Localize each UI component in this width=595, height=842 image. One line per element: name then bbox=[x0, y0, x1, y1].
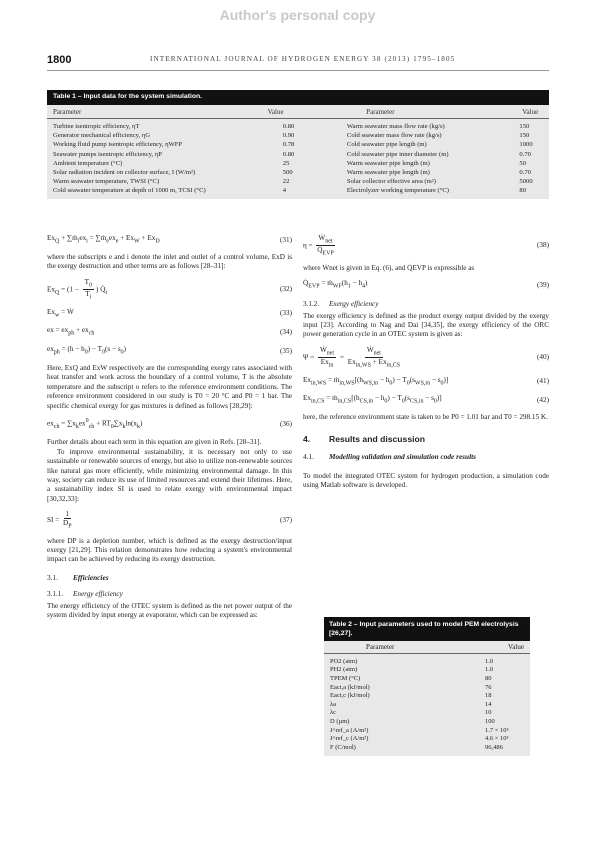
table-cell: 96,486 bbox=[485, 743, 503, 751]
table-cell: Eact,a (kJ/mol) bbox=[330, 683, 370, 691]
table-cell: D (µm) bbox=[330, 717, 350, 725]
section-title: Efficiencies bbox=[73, 572, 109, 582]
equation-37 bbox=[47, 510, 292, 530]
table-row bbox=[324, 666, 530, 675]
equation-39 bbox=[303, 279, 549, 292]
table-cell: Ambient temperature (°C) bbox=[53, 159, 123, 167]
section-title: Results and discussion bbox=[329, 433, 425, 444]
table-2-header bbox=[324, 641, 530, 654]
table-row bbox=[324, 717, 530, 726]
table-2-title: Table 2 – Input parameters used to model PEM electrolysis [26,27]. bbox=[324, 617, 530, 641]
table-cell: Eact,c (kJ/mol) bbox=[330, 692, 370, 700]
table-cell: PO2 (atm) bbox=[330, 657, 358, 665]
equation-text: $Ex_{in,WS}$ = $ṁ_{in,WS}[(h_{WS,in} - h_0) - T_0(s_{WS,in} - s_0)]$ bbox=[303, 375, 449, 387]
table-cell: 150 bbox=[519, 132, 530, 140]
equation-31 bbox=[47, 234, 292, 247]
header-rule bbox=[47, 70, 549, 71]
equation-36 bbox=[47, 417, 292, 432]
table-cell: 22 bbox=[282, 178, 290, 186]
section-4-1-heading bbox=[303, 452, 549, 461]
paragraph: where Ẇnet is given in Eq. (6), and Q̇EVP is expressible as bbox=[303, 263, 475, 272]
paragraph: To improve environmental sustainability, it is necessary not only to use sustainable or renewable sources of energy, but also to utilize non-renewable sources like natural gas more efficiently, while minimizing environmental damage. In this way, society can reduce its use of limited resources and extend their lifetimes. Here, a sustainability index SI is used to relate exergy with environmental impact [30,32,33]: bbox=[47, 447, 292, 503]
equation-42 bbox=[303, 394, 549, 407]
equation-number: (33) bbox=[280, 309, 292, 318]
table-cell: Cold seawater mass flow rate (kg/s) bbox=[346, 132, 442, 140]
equation-text: $Ex_Q$ + $\sum ṁ_iex_i$ = $\sum ṁ_eex_e + Ex_W + Ex_D$ bbox=[47, 234, 160, 245]
section-title: Energy efficiency bbox=[73, 590, 123, 599]
table-cell: J^ref_c (A/m²) bbox=[330, 735, 369, 743]
journal-header: INTERNATIONAL JOURNAL OF HYDROGEN ENERGY 38 (2013) 1795–1805 bbox=[150, 55, 456, 63]
table-cell: 0.90 bbox=[282, 132, 295, 140]
equation-number: (34) bbox=[280, 328, 292, 337]
table-cell: Cold seawater pipe inner diameter (m) bbox=[346, 150, 449, 158]
table-1-body bbox=[47, 119, 549, 199]
equation-32 bbox=[47, 278, 292, 302]
table-cell: 10 bbox=[485, 709, 492, 717]
equation-number: (31) bbox=[280, 235, 292, 244]
equation-number: (37) bbox=[280, 515, 292, 524]
table-cell: 500 bbox=[282, 169, 293, 177]
equation-text: ex = $ex_{ph} + ex_{ch}$ bbox=[47, 326, 95, 337]
table-cell: Warm seawater pipe length (m) bbox=[346, 169, 430, 177]
table-row bbox=[47, 150, 549, 159]
table-row bbox=[324, 691, 530, 700]
table-cell: Seawater pumps isentropic efficiency, ηP bbox=[53, 150, 162, 158]
table-cell: Cold seawater pipe length (m) bbox=[346, 141, 427, 149]
section-title: Exergy efficiency bbox=[329, 300, 379, 309]
equation-number: (36) bbox=[280, 420, 292, 428]
table-row bbox=[47, 122, 549, 131]
table-cell: TPEM (°C) bbox=[330, 674, 361, 682]
table-cell: Warm seawater pipe length (m) bbox=[346, 159, 430, 167]
table-cell: Electrolyzer working temperature (°C) bbox=[346, 187, 449, 195]
table-1-title: Table 1 – Input data for the system simulation. bbox=[47, 90, 549, 105]
table-row bbox=[47, 131, 549, 140]
table-cell: 25 bbox=[282, 159, 290, 167]
table-1 bbox=[47, 90, 549, 199]
equation-41 bbox=[303, 376, 549, 389]
paragraph: here, the reference environment state is taken to be P0 = 1.01 bar and T0 = 298.15 K. bbox=[303, 413, 548, 422]
table-cell: Warm seawater temperature, TWSI (°C) bbox=[53, 178, 160, 186]
equation-text: Ψ = $\frac{Ẇ_{net}}{Ex_{in}}$ = $\frac{Ẇ_{net}}{Ex_{in,WS} + Ex_{in,CS}}$ bbox=[303, 345, 401, 369]
table-2 bbox=[324, 617, 530, 756]
paragraph: The energy efficiency of the OTEC system is defined as the net power output of the system divided by input energy at evaporator, which can be expressed as: bbox=[47, 601, 292, 620]
section-4-heading bbox=[303, 435, 549, 444]
equation-text: $Ex_w$ = Ẇ bbox=[47, 307, 74, 318]
table-cell: 150 bbox=[519, 123, 530, 131]
table-row bbox=[47, 186, 549, 195]
equation-text: $Ex_Q = (1$ − $\frac{T_0}{T_i}$ ) $Q̇_i$ bbox=[47, 277, 108, 301]
table-cell: 100 bbox=[485, 717, 495, 725]
section-3-1-1-heading bbox=[47, 590, 292, 599]
table-cell: 4 bbox=[282, 187, 287, 195]
col-header-value: Value bbox=[267, 107, 284, 116]
equation-number: (42) bbox=[537, 396, 549, 405]
paragraph: The exergy efficiency is defined as the product exergy output divided by the exergy input [23]. According to Nag and Dai [34,35], the exergy efficiency of the ORC power generation cycle in an OTEC system is given as: bbox=[303, 311, 549, 339]
table-cell: 76 bbox=[485, 683, 492, 691]
col-header-value: Value bbox=[508, 643, 524, 651]
table-cell: Turbine isentropic efficiency, ηT bbox=[53, 123, 140, 131]
table-cell: Solar radiation incident on collector surface, I (W/m²) bbox=[53, 169, 196, 177]
section-3-1-2-heading bbox=[303, 300, 549, 309]
paragraph: To model the integrated OTEC system for hydrogen production, a simulation code using Matlab software is developed. bbox=[303, 471, 549, 489]
equation-33 bbox=[47, 308, 292, 321]
equation-text: SI = $\frac{1}{D_P}$ bbox=[47, 510, 72, 530]
equation-text: η = $\frac{Ẇ_{net}}{Q̇_{EVP}}$ bbox=[303, 234, 334, 257]
table-cell: 18 bbox=[485, 692, 492, 700]
equation-number: (35) bbox=[280, 346, 292, 355]
paragraph: Here, ExQ and ExW respectively are the corresponding exergy rates associated with heat transfer and work across the boundary of a control volume, T is the absolute temperature and the subscript o refers to the reference environment conditions. The reference environment considered in our study is T0 = 20 °C and P0 = 1 bar. The specific chemical exergy for gas mixtures is defined as follows [28,29]: bbox=[47, 364, 292, 410]
table-row bbox=[324, 657, 530, 666]
table-row bbox=[324, 709, 530, 718]
section-number: 3.1.2. bbox=[303, 300, 320, 309]
table-cell: 0.80 bbox=[282, 150, 295, 158]
table-cell: 0.70 bbox=[519, 150, 531, 158]
table-cell: λa bbox=[330, 700, 337, 708]
table-2-body bbox=[324, 654, 530, 756]
table-row bbox=[324, 726, 530, 735]
paragraph: Further details about each term in this equation are given in Refs. [28–31]. bbox=[47, 438, 262, 447]
table-cell: 0.78 bbox=[282, 141, 295, 149]
table-cell: λc bbox=[330, 709, 337, 717]
table-cell: 80 bbox=[485, 674, 492, 682]
section-number: 3.1. bbox=[47, 572, 58, 582]
paragraph: where the subscripts e and i denote the inlet and outlet of a control volume, ExD is the exergy destruction and other terms are as follows [28–31]: bbox=[47, 252, 292, 271]
col-header-parameter: Parameter bbox=[366, 107, 395, 116]
section-number: 4.1. bbox=[303, 452, 314, 462]
section-number: 4. bbox=[303, 433, 311, 444]
table-cell: Generator mechanical efficiency, ηG bbox=[53, 132, 150, 140]
table-row bbox=[47, 177, 549, 186]
section-title: Modelling validation and simulation code results bbox=[329, 452, 476, 462]
equation-38 bbox=[303, 234, 549, 258]
table-row bbox=[47, 159, 549, 168]
table-cell: 1.0 bbox=[485, 666, 494, 674]
col-header-parameter: Parameter bbox=[53, 107, 82, 116]
equation-35 bbox=[47, 345, 292, 358]
table-cell: Working fluid pump isentropic efficiency, ηWFP bbox=[53, 141, 183, 149]
table-cell: 5000 bbox=[519, 178, 533, 186]
equation-number: (32) bbox=[280, 284, 292, 293]
watermark: Author's personal copy bbox=[219, 7, 376, 23]
page-number: 1800 bbox=[47, 54, 72, 66]
equation-40 bbox=[303, 346, 549, 370]
table-row bbox=[324, 743, 530, 752]
equation-number: (38) bbox=[537, 241, 549, 250]
equation-34 bbox=[47, 326, 292, 339]
section-number: 3.1.1. bbox=[47, 590, 64, 599]
table-cell: 1000 bbox=[519, 141, 533, 149]
table-cell: 1.0 bbox=[485, 657, 494, 665]
equation-text: $Ex_{in,CS}$ = $ṁ_{in,CS}[(h_{CS,in} - h_0) - T_0(s_{CS,in} - s_0)]$ bbox=[303, 394, 442, 405]
equation-number: (40) bbox=[537, 352, 549, 361]
table-cell: 50 bbox=[519, 159, 527, 167]
col-header-parameter: Parameter bbox=[366, 643, 395, 651]
col-header-value: Value bbox=[522, 107, 539, 116]
table-cell: 1.7 × 10⁵ bbox=[485, 726, 509, 734]
table-cell: F (C/mol) bbox=[330, 743, 356, 751]
table-row bbox=[324, 700, 530, 709]
table-cell: 80 bbox=[519, 187, 527, 195]
paragraph: where DP is a depletion number, which is defined as the exergy destruction/input exergy [21,29]. This relation demonstrates how reducing a system's environmental impact can be achieved by reducing its exergy destruction. bbox=[47, 536, 292, 564]
table-row bbox=[324, 734, 530, 743]
table-cell: PH2 (atm) bbox=[330, 666, 358, 674]
left-column bbox=[47, 228, 292, 620]
equation-number: (41) bbox=[537, 377, 549, 386]
table-cell: 0.70 bbox=[519, 169, 531, 177]
equation-text: $ex_{ph} = (h - h_0) - T_0(s - s_0)$ bbox=[47, 345, 127, 356]
table-cell: 14 bbox=[485, 700, 492, 708]
section-3-1-heading bbox=[47, 573, 292, 582]
table-cell: 4.6 × 10³ bbox=[485, 735, 509, 743]
table-row bbox=[47, 140, 549, 149]
table-cell: Solar collector effective area (m²) bbox=[346, 178, 436, 186]
equation-text: $ex_{ch} = \sum x_kex^0_{ch} + RT_0\sum x_k\ln(x_k)$ bbox=[47, 418, 143, 430]
table-row bbox=[324, 683, 530, 692]
table-row bbox=[324, 674, 530, 683]
equation-number: (39) bbox=[537, 281, 549, 289]
equation-text: $Q̇_{EVP}$ = $ṁ_{WF}(h_1 - h_4)$ bbox=[303, 279, 368, 290]
table-cell: Cold seawater temperature at depth of 1000 m, TCSI (°C) bbox=[53, 187, 206, 195]
right-column bbox=[303, 228, 549, 490]
table-row bbox=[47, 168, 549, 177]
table-cell: J^ref_a (A/m²) bbox=[330, 726, 369, 734]
table-1-header bbox=[47, 105, 549, 119]
table-cell: Warm seawater mass flow rate (kg/s) bbox=[346, 123, 445, 131]
table-cell: 0.80 bbox=[282, 123, 295, 131]
